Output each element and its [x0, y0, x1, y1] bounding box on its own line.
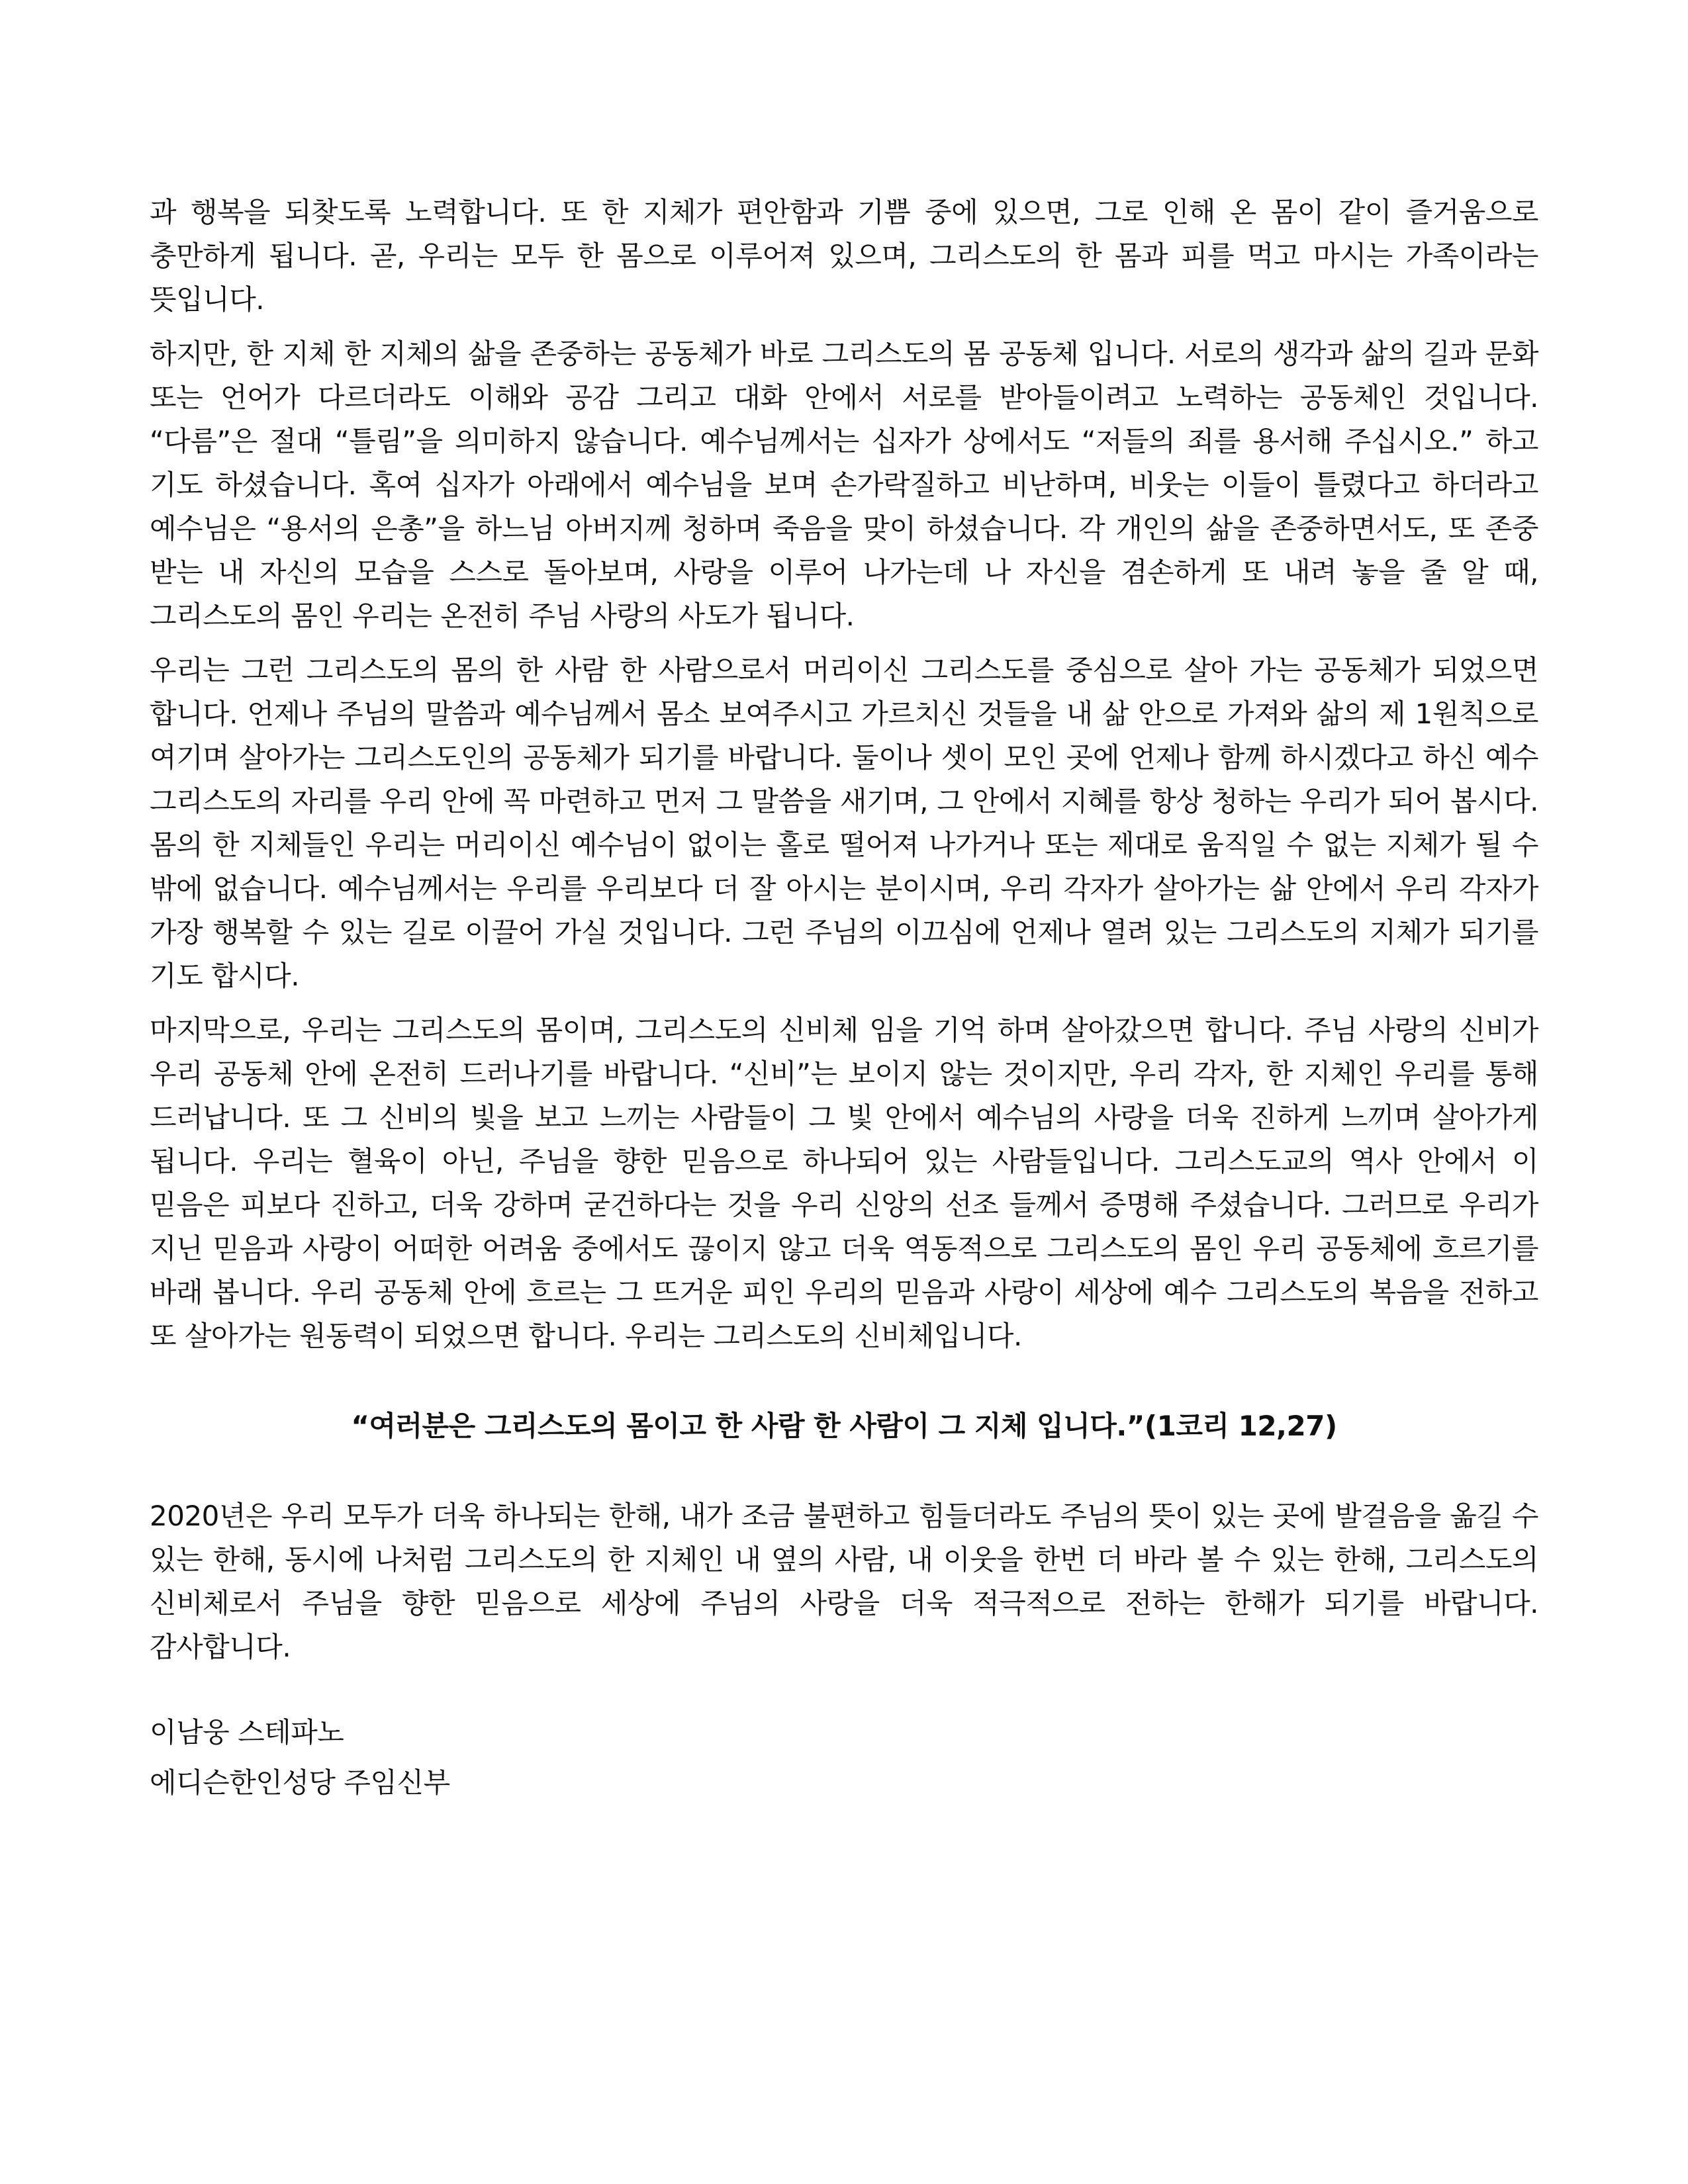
scripture-quote: “여러분은 그리스도의 몸이고 한 사람 한 사람이 그 지체 입니다.”(1코리 12,27) — [351, 1410, 1337, 1442]
body-paragraph-1: 과 행복을 되찾도록 노력합니다. 또 한 지체가 편안함과 기쁨 중에 있으면, 그로 인해 온 몸이 같이 즐거움으로 충만하게 됩니다. 곧, 우리는 모두 한 몸으로 이루어져 있으며, 그리스도의 한 몸과 피를 먹고 마시는 가족이라는 뜻입니다. — [150, 196, 1538, 316]
signature-title: 에디슨한인성당 주임신부 — [150, 1766, 450, 1799]
closing-paragraph: 2020년은 우리 모두가 더욱 하나되는 한해, 내가 조금 불편하고 힘들더라도 주님의 뜻이 있는 곳에 발걸음을 옮길 수 있는 한해, 동시에 나처럼 그리스도의 한 지체인 내 옆의 사람, 내 이웃을 한번 더 바라 볼 수 있는 한해, 그리스도의 신비체로서 주님을 향한 믿음으로 세상에 주님의 사랑을 더욱 적극적으로 전하는 한해가 되기를 바랍니다. 감사합니다. — [150, 1500, 1538, 1663]
letter-body — [150, 191, 1538, 1808]
body-paragraph-4: 마지막으로, 우리는 그리스도의 몸이며, 그리스도의 신비체 임을 기억 하며 살아갔으면 합니다. 주님 사랑의 신비가 우리 공동체 안에 온전히 드러나기를 바랍니다. “신비”는 보이지 않는 것이지만, 우리 각자, 한 지체인 우리를 통해 드러납니다. 또 그 신비의 빛을 보고 느끼는 사람들이 그 빛 안에서 예수님의 사랑을 더욱 진하게 느끼며 살아가게 됩니다. 우리는 혈육이 아닌, 주님을 향한 믿음으로 하나되어 있는 사람들입니다. 그리스도교의 역사 안에서 이 믿음은 피보다 진하고, 더욱 강하며 굳건하다는 것을 우리 신앙의 선조 들께서 증명해 주셨습니다. 그러므로 우리가 지닌 믿음과 사랑이 어떠한 어려움 중에서도 끊이지 않고 더욱 역동적으로 그리스도의 몸인 우리 공동체에 흐르기를 바래 봅니다. 우리 공동체 안에 흐르는 그 뜨거운 피인 우리의 믿음과 사랑이 세상에 예수 그리스도의 복음을 전하고 또 살아가는 원동력이 되었으면 합니다. 우리는 그리스도의 신비체입니다. — [150, 1014, 1538, 1352]
signature-block — [150, 1707, 1538, 1808]
body-paragraph-3: 우리는 그런 그리스도의 몸의 한 사람 한 사람으로서 머리이신 그리스도를 중심으로 살아 가는 공동체가 되었으면 합니다. 언제나 주님의 말씀과 예수님께서 몸소 보여주시고 가르치신 것들을 내 삶 안으로 가져와 삶의 제 1원칙으로 여기며 살아가는 그리스도인의 공동체가 되기를 바랍니다. 둘이나 셋이 모인 곳에 언제나 함께 하시겠다고 하신 예수 그리스도의 자리를 우리 안에 꼭 마련하고 먼저 그 말씀을 새기며, 그 안에서 지혜를 항상 청하는 우리가 되어 봅시다. 몸의 한 지체들인 우리는 머리이신 예수님이 없이는 홀로 떨어져 나가거나 또는 제대로 움직일 수 없는 지체가 될 수 밖에 없습니다. 예수님께서는 우리를 우리보다 더 잘 아시는 분이시며, 우리 각자가 살아가는 삶 안에서 우리 각자가 가장 행복할 수 있는 길로 이끌어 가실 것입니다. 그런 주님의 이끄심에 언제나 열려 있는 그리스도의 지체가 되기를 기도 합시다. — [150, 654, 1538, 992]
body-paragraph-2: 하지만, 한 지체 한 지체의 삶을 존중하는 공동체가 바로 그리스도의 몸 공동체 입니다. 서로의 생각과 삶의 길과 문화 또는 언어가 다르더라도 이해와 공감 그리고 대화 안에서 서로를 받아들이려고 노력하는 공동체인 것입니다. “다름”은 절대 “틀림”을 의미하지 않습니다. 예수님께서는 십자가 상에서도 “저들의 죄를 용서해 주십시오.” 하고 기도 하셨습니다. 혹여 십자가 아래에서 예수님을 보며 손가락질하고 비난하며, 비웃는 이들이 틀렸다고 하더라고 예수님은 “용서의 은총”을 하느님 아버지께 청하며 죽음을 맞이 하셨습니다. 각 개인의 삶을 존중하면서도, 또 존중 받는 내 자신의 모습을 스스로 돌아보며, 사랑을 이루어 나가는데 나 자신을 겸손하게 또 내려 놓을 줄 알 때, 그리스도의 몸인 우리는 온전히 주님 사랑의 사도가 됩니다. — [150, 338, 1538, 632]
signature-name: 이남웅 스테파노 — [150, 1716, 344, 1749]
